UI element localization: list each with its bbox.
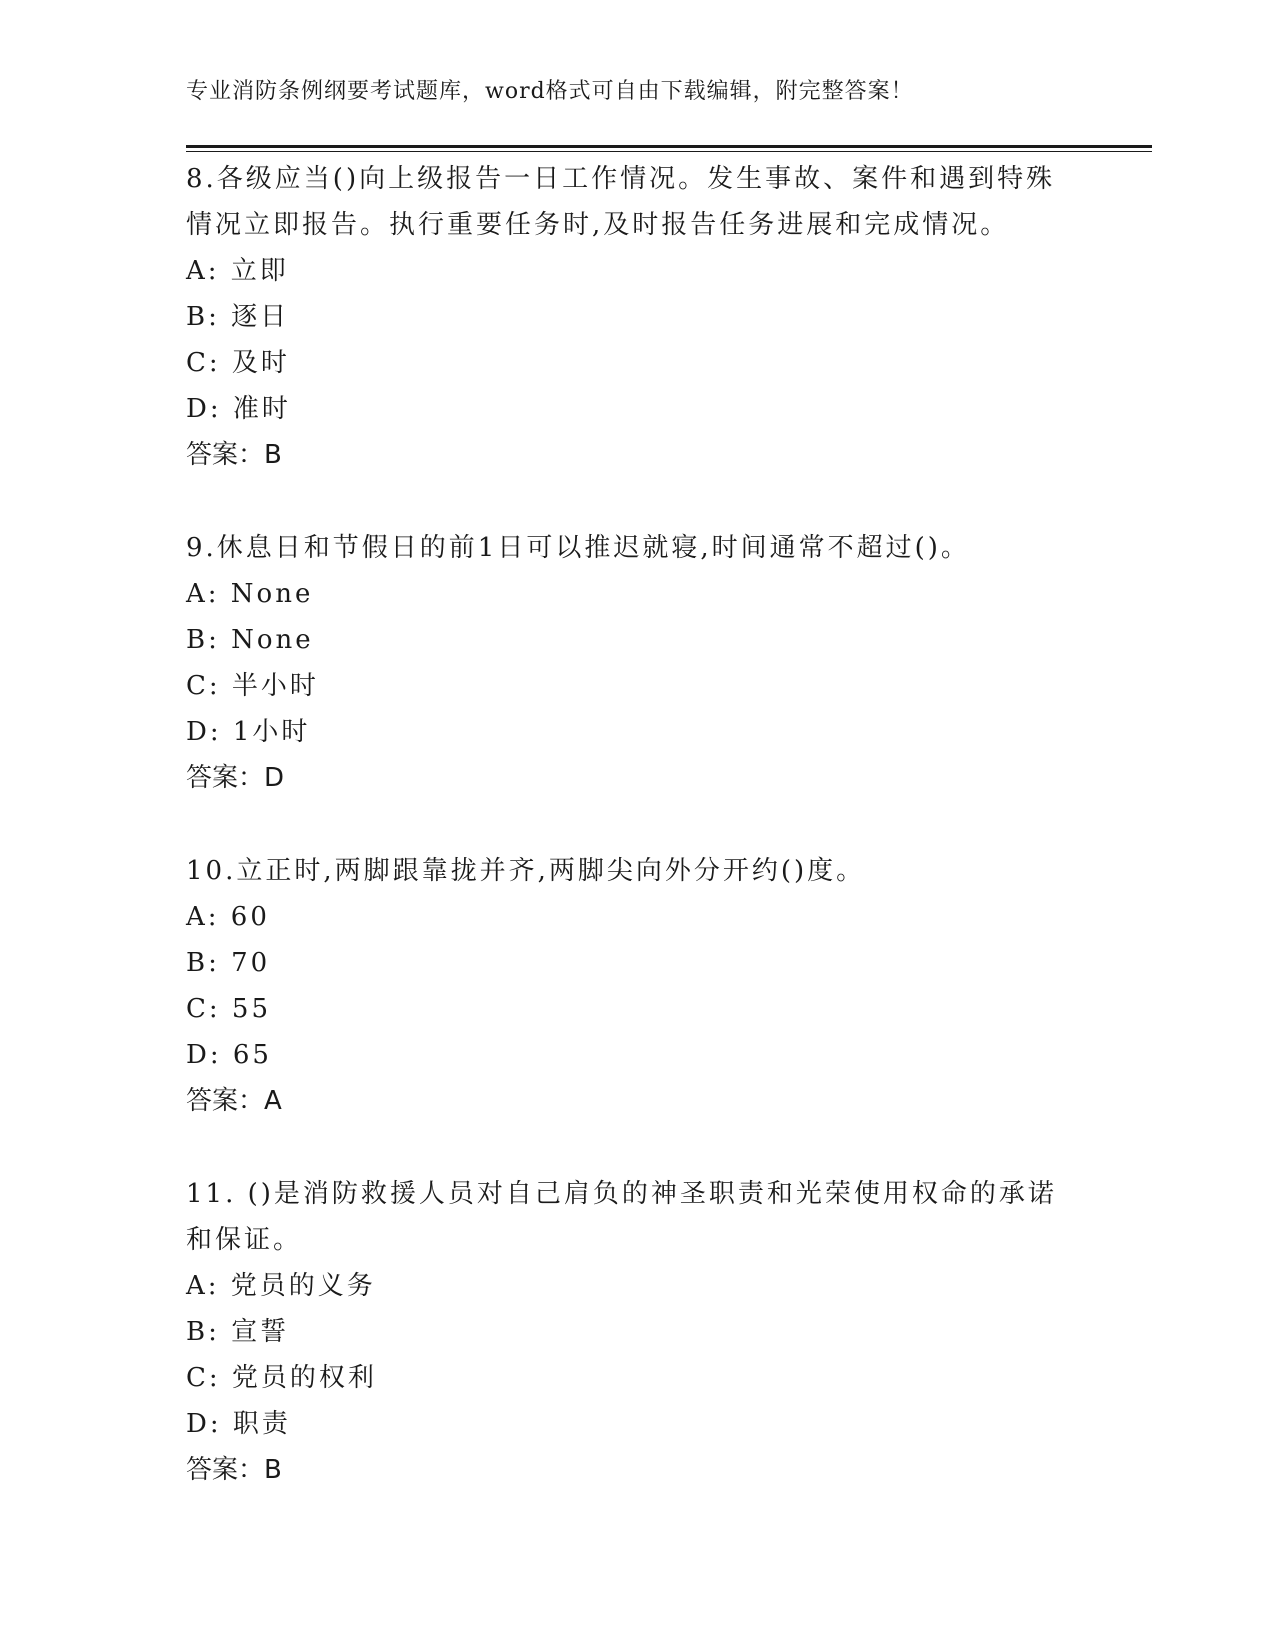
question-8 [186, 156, 1066, 478]
option-d: D: 65 [186, 1040, 272, 1070]
question-11 [186, 1171, 1066, 1493]
answer-label: 答案：B [186, 440, 282, 470]
option-d: D: 职责 [186, 1409, 291, 1439]
header-rule-thin [186, 151, 1152, 152]
option-d: D: 准时 [186, 394, 291, 424]
header-rule-thick [186, 145, 1152, 148]
question-9 [186, 525, 1066, 801]
option-b: B: 宣誓 [186, 1317, 290, 1347]
option-c: C: 及时 [186, 348, 290, 378]
option-c: C: 半小时 [186, 671, 319, 701]
question-stem: 11. ()是消防救援人员对自己肩负的神圣职责和光荣使用权命的承诺和保证。 [186, 1179, 1057, 1255]
answer-label: 答案：B [186, 1455, 282, 1485]
option-c: C: 55 [186, 994, 272, 1024]
page-header: 专业消防条例纲要考试题库，word格式可自由下载编辑，附完整答案！ [186, 79, 914, 104]
option-c: C: 党员的权利 [186, 1363, 377, 1393]
option-a: A: 立即 [186, 256, 289, 286]
option-d: D: 1小时 [186, 717, 311, 747]
option-b: B: 逐日 [186, 302, 290, 332]
answer-label: 答案：A [186, 1086, 282, 1116]
question-10 [186, 848, 1066, 1124]
option-a: A: None [186, 579, 314, 609]
option-a: A: 60 [186, 902, 270, 932]
option-a: A: 党员的义务 [186, 1271, 376, 1301]
option-b: B: None [186, 625, 314, 655]
question-stem: 10.立正时,两脚跟靠拢并齐,两脚尖向外分开约()度。 [186, 856, 866, 886]
option-b: B: 70 [186, 948, 271, 978]
question-stem: 9.休息日和节假日的前1日可以推迟就寝,时间通常不超过()。 [186, 533, 970, 563]
question-stem: 8.各级应当()向上级报告一日工作情况。发生事故、案件和遇到特殊情况立即报告。执行重要任务时,及时报告任务进展和完成情况。 [186, 164, 1056, 240]
question-list [186, 156, 1066, 1493]
answer-label: 答案：D [186, 763, 285, 793]
